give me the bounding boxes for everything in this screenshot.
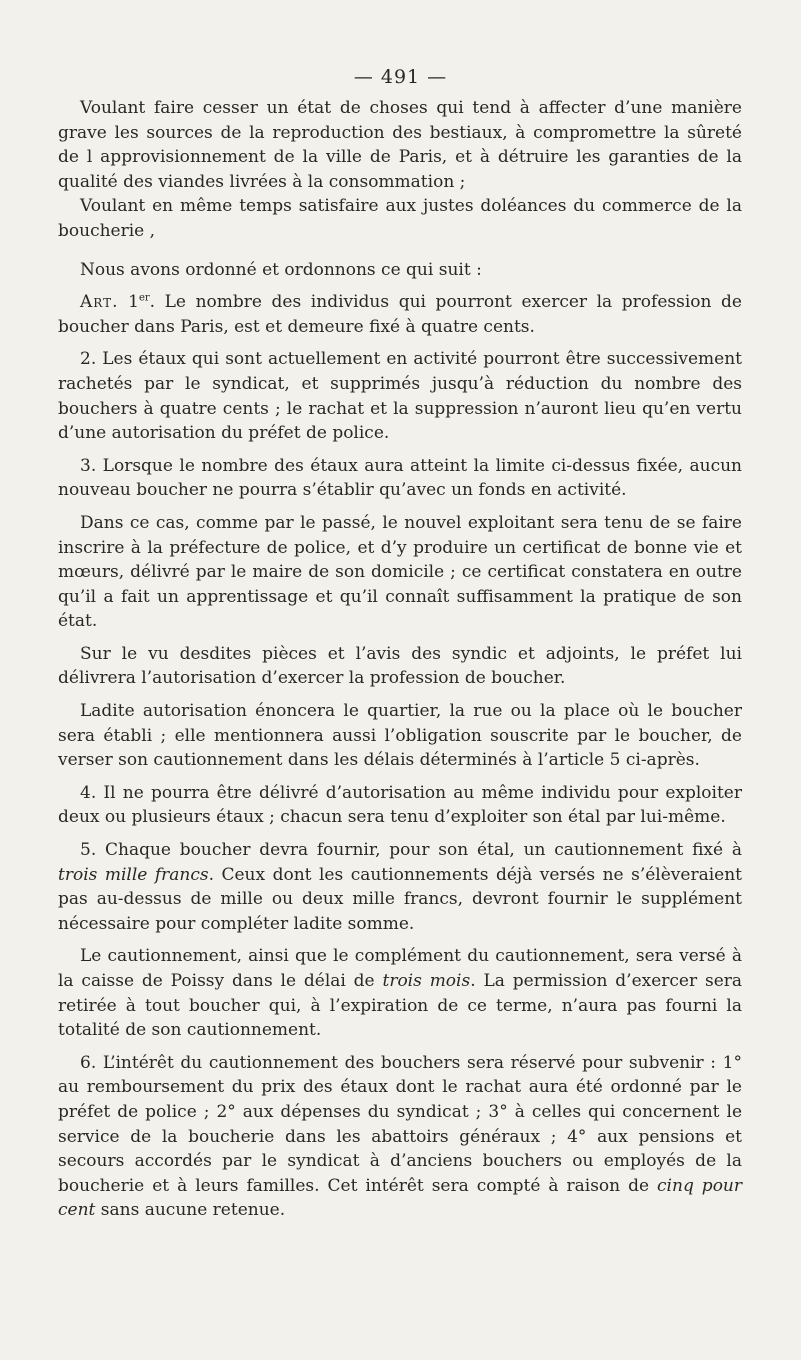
preamble-paragraph-2: Voulant en même temps satisfaire aux justes doléances du commerce de la boucherie ,: [58, 196, 742, 241]
article-1: [58, 290, 742, 339]
rate-italic: cinq pour cent: [58, 1175, 743, 1221]
article-1-number: 1: [128, 292, 139, 313]
decree-line: Nous avons ordonné et ordonnons ce qui suit :: [80, 259, 482, 280]
preamble-paragraph-1: Voulant faire cesser un état de choses qui tend à affecter d’une manière grave les sources de la reproduction des bestiaux, à compromettre la sûreté de l approvisionnement de la ville de Paris, et à détruire les garanties de la qualité des viandes livrées à la consommation ;: [58, 98, 742, 192]
article-5-para-2: Le cautionnement, ainsi que le complément du cautionnement, sera versé à la caisse de Poissy dans le délai de trois mois. La permission d’exercer sera retirée à tout boucher qui, à l’expiration de ce terme, n’aura pas fourni la totalité de son cautionnement.: [58, 946, 743, 1041]
article-label: Art.: [80, 292, 119, 313]
article-3: 3. Lorsque le nombre des étaux aura atteint la limite ci-dessus fixée, aucun nouveau boucher ne pourra s’établir qu’avec un fonds en activité.: [58, 455, 742, 501]
article-3-para-4: Ladite autorisation énoncera le quartier, la rue ou la place où le boucher sera établi ; elle mentionnera aussi l’obligation souscrite par le boucher, de verser son cautionnement dans les délais déterminés à l’article 5 ci-après.: [58, 701, 742, 771]
article-3-para-3: Sur le vu desdites pièces et l’avis des syndic et adjoints, le préfet lui délivrera l’autorisation d’exercer la profession de boucher.: [58, 643, 742, 689]
article-4: 4. Il ne pourra être délivré d’autorisation au même individu pour exploiter deux ou plusieurs étaux ; chacun sera tenu d’exploiter son étal par lui-même.: [58, 782, 742, 828]
article-1-text: . Le nombre des individus qui pourront exercer la profession de boucher dans Paris, est et demeure fixé à quatre cents.: [58, 292, 742, 337]
article-5: 5. Chaque boucher devra fournir, pour son étal, un cautionnement fixé à trois mille francs. Ceux dont les cautionnements déjà versés ne s’élèveraient pas au-dessus de mille ou deux mille francs, devront fournir le supplément nécessaire pour compléter ladite somme.: [58, 840, 742, 934]
article-6: 6. L’intérêt du cautionnement des bouchers sera réservé pour subvenir : 1° au remboursement du prix des étaux dont le rachat aura été ordonné par le préfet de police ; 2° aux dépenses du syndicat ; 3° à celles qui concernent le service de la boucherie dans les abattoirs généraux ; 4° aux pensions et secours accordés par le syndicat à d’anciens bouchers ou employés de la boucherie et à leurs familles. Cet intérêt sera compté à raison de cinq pour cent sans aucune retenue.: [58, 1052, 743, 1221]
amount-italic: trois mille francs: [58, 864, 209, 885]
article-2: 2. Les étaux qui sont actuellement en activité pourront être successivement rachetés par le syndicat, et supprimés jusqu’à réduction du nombre des bouchers à quatre cents ; le rachat et la suppression n’auront lieu qu’en vertu d’une autorisation du préfet de police.: [58, 349, 742, 444]
page-number: — 491 —: [353, 66, 448, 88]
article-3-para-2: Dans ce cas, comme par le passé, le nouvel exploitant sera tenu de se faire inscrire à la préfecture de police, et d’y produire un certificat de bonne vie et mœurs, délivré par le maire de son domicile ; ce certificat constatera en outre qu’il a fait un apprentissage et qu’il connaît suffisamment la pratique de son état.: [58, 512, 742, 632]
article-1-ordinal: er: [138, 292, 150, 304]
body-text: [58, 96, 742, 1223]
delay-italic: trois mois: [382, 971, 471, 991]
